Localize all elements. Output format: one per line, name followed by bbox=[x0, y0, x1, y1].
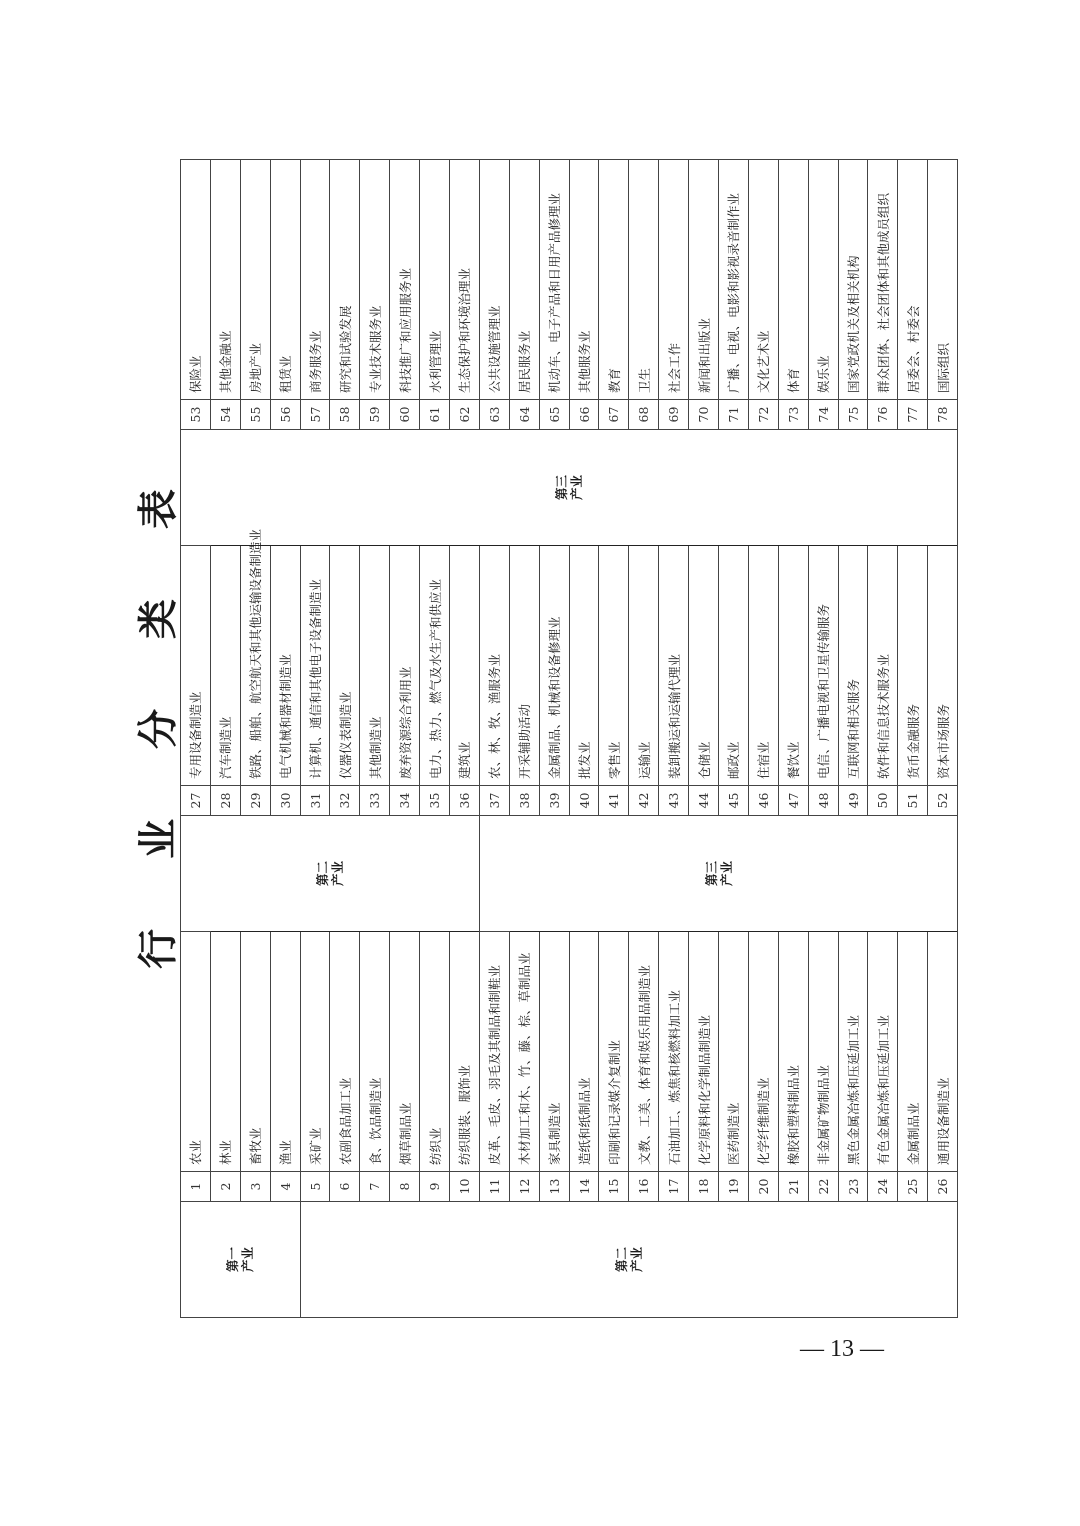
industry-name: 计算机、通信和其他电子设备制造业 bbox=[300, 546, 330, 786]
industry-number: 40 bbox=[569, 786, 599, 816]
sector-label: 第三 产业 bbox=[479, 816, 957, 932]
industry-name: 非金属矿物制品业 bbox=[808, 932, 838, 1172]
industry-number: 54 bbox=[210, 400, 240, 430]
industry-name: 邮政业 bbox=[719, 546, 749, 786]
industry-number: 20 bbox=[748, 1172, 778, 1202]
table-row bbox=[300, 160, 330, 1318]
table-row bbox=[778, 160, 808, 1318]
industry-number: 51 bbox=[898, 786, 928, 816]
industry-name: 装卸搬运和运输代理业 bbox=[659, 546, 689, 786]
industry-number: 46 bbox=[748, 786, 778, 816]
industry-name: 娱乐业 bbox=[808, 160, 838, 400]
industry-number: 77 bbox=[898, 400, 928, 430]
industry-number: 64 bbox=[509, 400, 539, 430]
industry-name: 卫生 bbox=[629, 160, 659, 400]
industry-name: 电信、广播电视和卫星传输服务 bbox=[808, 546, 838, 786]
industry-number: 38 bbox=[509, 786, 539, 816]
industry-name: 新闻和出版业 bbox=[689, 160, 719, 400]
industry-name: 有色金属冶炼和压延加工业 bbox=[868, 932, 898, 1172]
industry-name: 软件和信息技术服务业 bbox=[868, 546, 898, 786]
industry-number: 52 bbox=[928, 786, 958, 816]
industry-name: 金属制品、机械和设备修理业 bbox=[539, 546, 569, 786]
sector-label: 第一 产业 bbox=[181, 1202, 301, 1318]
industry-number: 36 bbox=[450, 786, 480, 816]
industry-name: 房地产业 bbox=[240, 160, 270, 400]
industry-number: 9 bbox=[420, 1172, 450, 1202]
table-row bbox=[181, 160, 211, 1318]
table-row bbox=[928, 160, 958, 1318]
industry-number: 6 bbox=[330, 1172, 360, 1202]
industry-number: 48 bbox=[808, 786, 838, 816]
industry-name: 医药制造业 bbox=[719, 932, 749, 1172]
industry-number: 7 bbox=[360, 1172, 390, 1202]
industry-number: 58 bbox=[330, 400, 360, 430]
table-row bbox=[360, 160, 390, 1318]
table-row bbox=[838, 160, 868, 1318]
table-row bbox=[509, 160, 539, 1318]
industry-name: 生态保护和环境治理业 bbox=[450, 160, 480, 400]
table-row bbox=[210, 160, 240, 1318]
industry-number: 35 bbox=[420, 786, 450, 816]
industry-number: 75 bbox=[838, 400, 868, 430]
sector-label: 第三 产业 bbox=[181, 430, 958, 546]
industry-name: 国家党政机关及相关机构 bbox=[838, 160, 868, 400]
industry-name: 黑色金属冶炼和压延加工业 bbox=[838, 932, 868, 1172]
industry-name: 通用设备制造业 bbox=[928, 932, 958, 1172]
industry-name: 资本市场服务 bbox=[928, 546, 958, 786]
industry-name: 租赁业 bbox=[270, 160, 300, 400]
industry-name: 采矿业 bbox=[300, 932, 330, 1172]
industry-number: 27 bbox=[181, 786, 211, 816]
page-number: — 13 — bbox=[800, 1336, 884, 1362]
industry-number: 62 bbox=[450, 400, 480, 430]
industry-name: 印刷和记录媒介复制业 bbox=[599, 932, 629, 1172]
industry-name: 农、林、牧、渔服务业 bbox=[479, 546, 509, 786]
sector-label: 第二 产业 bbox=[181, 816, 480, 932]
industry-name: 电气机械和器材制造业 bbox=[270, 546, 300, 786]
industry-number: 43 bbox=[659, 786, 689, 816]
industry-name: 废弃资源综合利用业 bbox=[390, 546, 420, 786]
industry-name: 机动车、电子产品和日用产品修理业 bbox=[539, 160, 569, 400]
industry-number: 19 bbox=[719, 1172, 749, 1202]
sector-label: 第二 产业 bbox=[300, 1202, 958, 1318]
industry-name: 国际组织 bbox=[928, 160, 958, 400]
table-row bbox=[599, 160, 629, 1318]
table-row bbox=[659, 160, 689, 1318]
industry-number: 33 bbox=[360, 786, 390, 816]
industry-name: 商务服务业 bbox=[300, 160, 330, 400]
industry-number: 34 bbox=[390, 786, 420, 816]
industry-number: 45 bbox=[719, 786, 749, 816]
table-row bbox=[420, 160, 450, 1318]
industry-number: 30 bbox=[270, 786, 300, 816]
table-row bbox=[689, 160, 719, 1318]
industry-name: 农副食品加工业 bbox=[330, 932, 360, 1172]
industry-name: 造纸和纸制品业 bbox=[569, 932, 599, 1172]
industry-number: 12 bbox=[509, 1172, 539, 1202]
table-row bbox=[450, 160, 480, 1318]
industry-name: 零售业 bbox=[599, 546, 629, 786]
table-row bbox=[390, 160, 420, 1318]
industry-name: 群众团体、社会团体和其他成员组织 bbox=[868, 160, 898, 400]
industry-name: 皮革、毛皮、羽毛及其制品和制鞋业 bbox=[479, 932, 509, 1172]
industry-name: 公共设施管理业 bbox=[479, 160, 509, 400]
industry-name: 研究和试验发展 bbox=[330, 160, 360, 400]
industry-name: 其他制造业 bbox=[360, 546, 390, 786]
table-row bbox=[479, 160, 509, 1318]
industry-number: 41 bbox=[599, 786, 629, 816]
industry-name: 畜牧业 bbox=[240, 932, 270, 1172]
industry-number: 11 bbox=[479, 1172, 509, 1202]
table-row bbox=[629, 160, 659, 1318]
industry-number: 4 bbox=[270, 1172, 300, 1202]
industry-name: 住宿业 bbox=[748, 546, 778, 786]
industry-name: 电力、热力、燃气及水生产和供应业 bbox=[420, 546, 450, 786]
industry-number: 50 bbox=[868, 786, 898, 816]
industry-number: 14 bbox=[569, 1172, 599, 1202]
industry-number: 22 bbox=[808, 1172, 838, 1202]
industry-number: 59 bbox=[360, 400, 390, 430]
industry-name: 木材加工和木、竹、藤、棕、草制品业 bbox=[509, 932, 539, 1172]
industry-name: 农业 bbox=[181, 932, 211, 1172]
table-row bbox=[898, 160, 928, 1318]
industry-name: 居委会、村委会 bbox=[898, 160, 928, 400]
industry-name: 互联网和相关服务 bbox=[838, 546, 868, 786]
industry-name: 文教、工美、体育和娱乐用品制造业 bbox=[629, 932, 659, 1172]
industry-number: 68 bbox=[629, 400, 659, 430]
industry-number: 66 bbox=[569, 400, 599, 430]
industry-number: 15 bbox=[599, 1172, 629, 1202]
industry-number: 65 bbox=[539, 400, 569, 430]
industry-number: 61 bbox=[420, 400, 450, 430]
industry-number: 23 bbox=[838, 1172, 868, 1202]
industry-number: 32 bbox=[330, 786, 360, 816]
industry-number: 25 bbox=[898, 1172, 928, 1202]
industry-number: 37 bbox=[479, 786, 509, 816]
table-row bbox=[808, 160, 838, 1318]
industry-name: 广播、电视、电影和影视录音制作业 bbox=[719, 160, 749, 400]
industry-name: 化学原料和化学制品制造业 bbox=[689, 932, 719, 1172]
industry-number: 57 bbox=[300, 400, 330, 430]
industry-name: 开采辅助活动 bbox=[509, 546, 539, 786]
industry-name: 运输业 bbox=[629, 546, 659, 786]
industry-number: 71 bbox=[719, 400, 749, 430]
industry-number: 3 bbox=[240, 1172, 270, 1202]
industry-number: 31 bbox=[300, 786, 330, 816]
industry-name: 保险业 bbox=[181, 160, 211, 400]
industry-name: 科技推广和应用服务业 bbox=[390, 160, 420, 400]
industry-number: 53 bbox=[181, 400, 211, 430]
industry-name: 货币金融服务 bbox=[898, 546, 928, 786]
industry-name: 社会工作 bbox=[659, 160, 689, 400]
table-row bbox=[569, 160, 599, 1318]
industry-number: 24 bbox=[868, 1172, 898, 1202]
industry-name: 其他金融业 bbox=[210, 160, 240, 400]
industry-name: 食、饮品制造业 bbox=[360, 932, 390, 1172]
industry-number: 18 bbox=[689, 1172, 719, 1202]
industry-name: 家具制造业 bbox=[539, 932, 569, 1172]
industry-name: 体育 bbox=[778, 160, 808, 400]
industry-name: 仪器仪表制造业 bbox=[330, 546, 360, 786]
industry-name: 建筑业 bbox=[450, 546, 480, 786]
industry-name: 铁路、船舶、航空航天和其他运输设备制造业 bbox=[240, 546, 270, 786]
industry-name: 仓储业 bbox=[689, 546, 719, 786]
industry-name: 餐饮业 bbox=[778, 546, 808, 786]
table-row bbox=[719, 160, 749, 1318]
industry-number: 73 bbox=[778, 400, 808, 430]
industry-name: 纺织业 bbox=[420, 932, 450, 1172]
industry-name: 水利管理业 bbox=[420, 160, 450, 400]
table-row bbox=[539, 160, 569, 1318]
industry-name: 纺织服装、服饰业 bbox=[450, 932, 480, 1172]
industry-number: 17 bbox=[659, 1172, 689, 1202]
industry-name: 文化艺术业 bbox=[748, 160, 778, 400]
industry-name: 石油加工、炼焦和核燃料加工业 bbox=[659, 932, 689, 1172]
industry-number: 72 bbox=[748, 400, 778, 430]
industry-number: 10 bbox=[450, 1172, 480, 1202]
industry-number: 55 bbox=[240, 400, 270, 430]
industry-number: 2 bbox=[210, 1172, 240, 1202]
industry-number: 28 bbox=[210, 786, 240, 816]
industry-number: 49 bbox=[838, 786, 868, 816]
industry-name: 渔业 bbox=[270, 932, 300, 1172]
table-row bbox=[270, 160, 300, 1318]
industry-number: 70 bbox=[689, 400, 719, 430]
industry-number: 5 bbox=[300, 1172, 330, 1202]
industry-number: 78 bbox=[928, 400, 958, 430]
industry-name: 烟草制品业 bbox=[390, 932, 420, 1172]
industry-number: 63 bbox=[479, 400, 509, 430]
industry-name: 橡胶和塑料制品业 bbox=[778, 932, 808, 1172]
industry-name: 化学纤维制造业 bbox=[748, 932, 778, 1172]
industry-classification-table bbox=[180, 160, 951, 1318]
industry-name: 批发业 bbox=[569, 546, 599, 786]
page-title: 行 业 分 类 表 bbox=[134, 461, 182, 969]
industry-number: 8 bbox=[390, 1172, 420, 1202]
table-row bbox=[240, 160, 270, 1318]
industry-number: 47 bbox=[778, 786, 808, 816]
table-row bbox=[868, 160, 898, 1318]
industry-name: 林业 bbox=[210, 932, 240, 1172]
industry-number: 39 bbox=[539, 786, 569, 816]
industry-number: 60 bbox=[390, 400, 420, 430]
industry-number: 76 bbox=[868, 400, 898, 430]
industry-number: 26 bbox=[928, 1172, 958, 1202]
industry-number: 21 bbox=[778, 1172, 808, 1202]
industry-number: 13 bbox=[539, 1172, 569, 1202]
industry-number: 16 bbox=[629, 1172, 659, 1202]
industry-name: 其他服务业 bbox=[569, 160, 599, 400]
table-row bbox=[330, 160, 360, 1318]
industry-name: 金属制品业 bbox=[898, 932, 928, 1172]
industry-name: 专业技术服务业 bbox=[360, 160, 390, 400]
industry-number: 69 bbox=[659, 400, 689, 430]
industry-number: 1 bbox=[181, 1172, 211, 1202]
industry-name: 居民服务业 bbox=[509, 160, 539, 400]
industry-name: 教育 bbox=[599, 160, 629, 400]
industry-number: 44 bbox=[689, 786, 719, 816]
industry-number: 67 bbox=[599, 400, 629, 430]
industry-number: 42 bbox=[629, 786, 659, 816]
industry-name: 专用设备制造业 bbox=[181, 546, 211, 786]
table-row bbox=[748, 160, 778, 1318]
industry-number: 29 bbox=[240, 786, 270, 816]
industry-number: 56 bbox=[270, 400, 300, 430]
industry-number: 74 bbox=[808, 400, 838, 430]
industry-name: 汽车制造业 bbox=[210, 546, 240, 786]
